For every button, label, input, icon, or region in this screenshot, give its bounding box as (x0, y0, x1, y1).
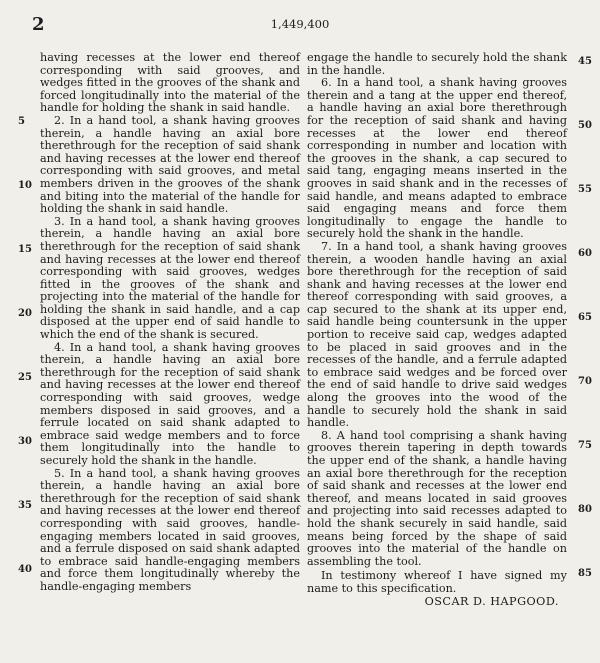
line-number: 55 (578, 184, 592, 195)
line-number: 80 (578, 504, 592, 515)
claim-1-continuation: having recesses at the lower end thereof corresponding with said grooves, and wedges fitted in the grooves of the shank and forced longitudinally into the material of the handle for holding the shank in said handle. (40, 51, 300, 115)
claim-7: 7. In a hand tool, a shank having grooves therein, a wooden handle having an axial bore therethrough for the reception of said shank and having recesses at the lower end thereof corresponding with said grooves, a cap secured to the shank at its upper end, said handle being countersunk in the upper portion to receive said cap, wedges adapted to be placed in said grooves and in the recesses of the handle, and a ferrule adapted to embrace said wedges and be forced over the end of said handle to drive said wedges along the grooves into the wood of the handle to securely hold the shank in said handle. (307, 239, 567, 430)
testimony-clause: In testimony whereof I have signed my name to this specification. (307, 569, 567, 595)
patent-number: 1,449,400 (270, 17, 330, 31)
claim-4: 4. In a hand tool, a shank having grooves therein, a handle having an axial bore therethrough for the reception of said shank and having recesses at the lower end thereof corresponding with said grooves, wedge members disposed in said grooves, and a ferrule located on said shank adapted to embrace said wedge members and to force them longitudinally into the handle to securely hold the shank in the handle. (40, 340, 300, 467)
line-number: 70 (578, 376, 592, 387)
line-number: 50 (578, 120, 592, 131)
line-number: 25 (18, 372, 32, 383)
line-number: 40 (18, 564, 32, 575)
line-number: 60 (578, 248, 592, 259)
inventor-signature: OSCAR D. HAPGOOD. (424, 594, 559, 608)
claim-3: 3. In a hand tool, a shank having grooves therein, a handle having an axial bore therethrough for the reception of said shank and having recesses at the lower end thereof corresponding with said grooves, wedges fitted in the grooves of the shank and projecting into the material of the handle for holding the shank in said handle, and a cap disposed at the upper end of said handle to which the end of the shank is secured. (40, 214, 300, 342)
line-number: 35 (18, 500, 32, 511)
claim-8: 8. A hand tool comprising a shank having grooves therein tapering in depth towards the upper end of the shank, a handle having an axial bore therethrough for the reception of said shank and recesses at the lower end thereof, and means located in said grooves and projecting into said recesses adapted to hold the shank securely in said handle, said means being forced by the shape of said grooves into the material of the handle on assembling the tool. (307, 428, 567, 568)
line-number: 5 (18, 116, 25, 127)
claim-5: 5. In a hand tool, a shank having grooves therein, a handle having an axial bore therethrough for the reception of said shank and having recesses at the lower end thereof corresponding with said grooves, handle-engaging members located in said grooves, and a ferrule disposed on said shank adapted to embrace said handle-engaging members and force them longitudinally whereby the handle-engaging members (40, 466, 300, 593)
claim-5-continuation: engage the handle to securely hold the shank in the handle. (307, 51, 567, 77)
line-number: 75 (578, 440, 592, 451)
claim-6: 6. In a hand tool, a shank having grooves therein and a tang at the upper end thereof, a handle having an axial bore therethrough for the reception of said shank and having recesses at the lower end thereof corresponding in number and location with the grooves in the shank, a cap secured to said tang, engaging means inserted in the grooves in said shank and in the recesses of said handle, and means adapted to embrace said engaging means and force them longitudinally to engage the handle to securely hold the shank in the handle. (307, 76, 567, 241)
left-column (40, 52, 300, 594)
claim-2: 2. In a hand tool, a shank having grooves therein, a handle having an axial bore therethrough for the reception of said shank and having recesses at the lower end thereof corresponding with said grooves, and metal members driven in the grooves of the shank and biting into the material of the handle for holding the shank in said handle. (40, 113, 300, 216)
right-column (307, 52, 567, 608)
line-number: 85 (578, 568, 592, 579)
line-number: 10 (18, 180, 32, 191)
line-number: 30 (18, 436, 32, 447)
line-number: 20 (18, 308, 32, 319)
line-number: 65 (578, 312, 592, 323)
line-number: 45 (578, 56, 592, 67)
line-number: 15 (18, 244, 32, 255)
page-number: 2 (32, 14, 45, 35)
